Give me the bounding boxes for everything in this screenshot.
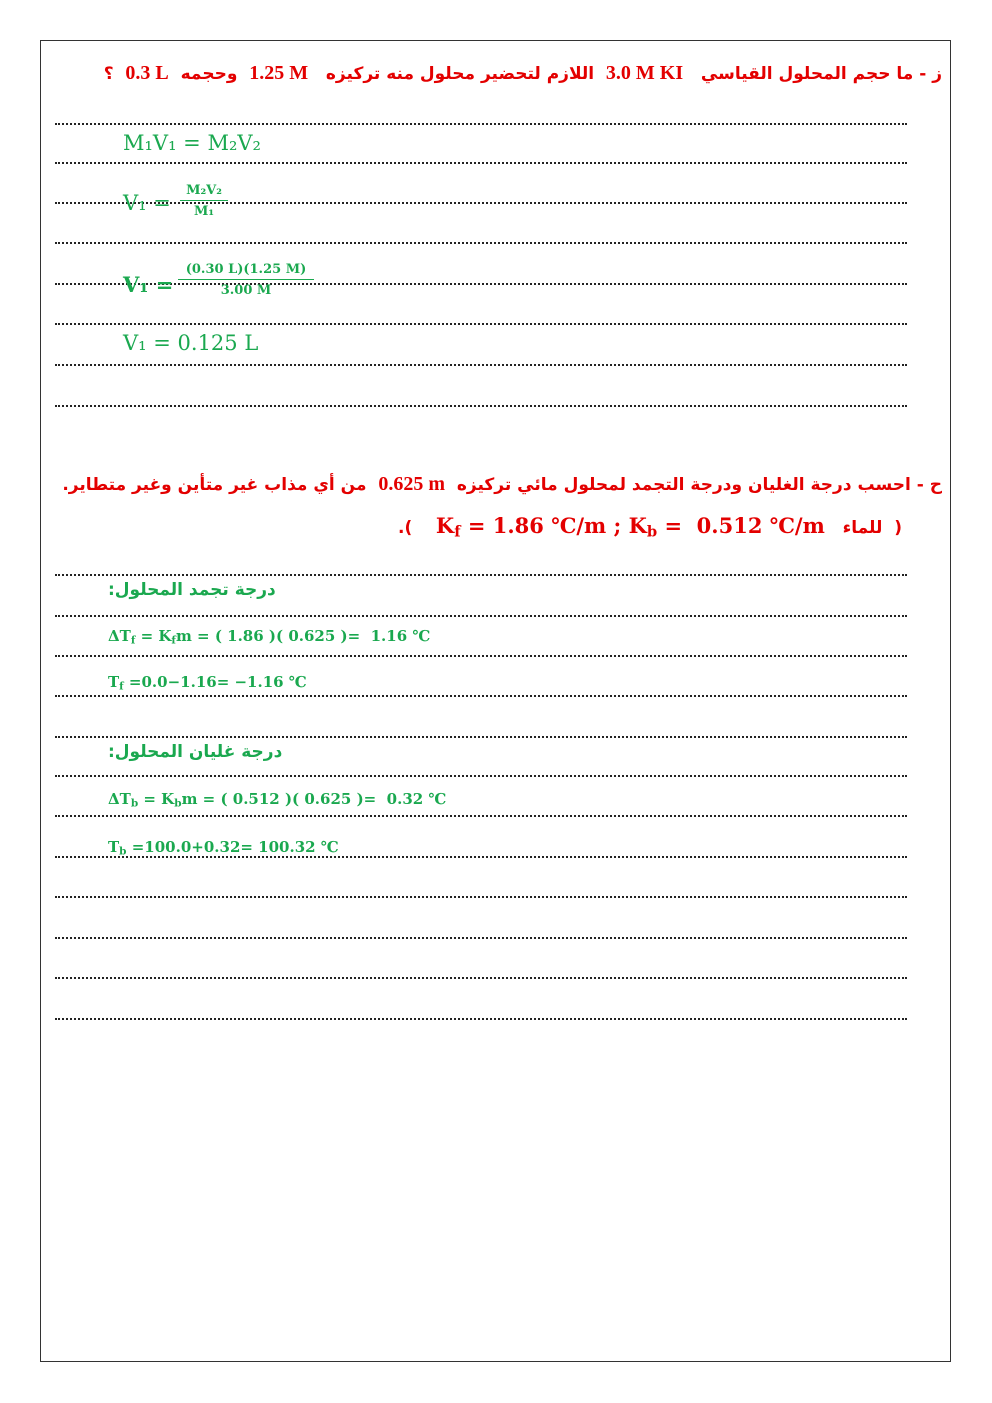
fraction-denominator: M₁ xyxy=(193,204,215,219)
dotted-line xyxy=(55,123,907,125)
answer-z-fraction-1 xyxy=(180,183,228,219)
answer-z-dilution-law: M₁V₁ = M₂V₂ xyxy=(123,131,261,155)
question-h xyxy=(52,473,942,496)
fraction-numerator: (0.30 L)(1.25 M) xyxy=(178,262,314,280)
constants-open-paren: ( xyxy=(894,518,902,538)
question-z xyxy=(52,62,942,85)
dotted-line xyxy=(55,162,907,164)
answer-z-v1-substituted-lhs: V₁ = xyxy=(123,272,174,297)
question-z-text-3: وحجمه xyxy=(180,64,238,84)
constants-label: للماء xyxy=(842,518,883,538)
boiling-point-eq: $T_b =100.0+0.32= 100.32$ ℃ xyxy=(108,838,339,858)
freezing-point-eq: $T_f =0.0-1.16= -1.16$ ℃ xyxy=(108,673,307,693)
fraction-denominator: 3.00 M xyxy=(220,283,272,298)
answer-z-fraction-2 xyxy=(178,262,314,298)
dotted-line xyxy=(55,1018,907,1020)
dotted-line xyxy=(55,815,907,817)
dotted-line xyxy=(55,574,907,576)
constants-expression: $K_f = 1.86$ ℃/m ; $K_b = 0.512$ ℃/m xyxy=(435,513,825,541)
dotted-line xyxy=(55,364,907,366)
question-h-molality: 0.625 m xyxy=(378,473,446,495)
question-h-text-2: من أي مذاب غير متأين وغير متطاير. xyxy=(62,475,367,495)
dotted-line xyxy=(55,896,907,898)
question-z-qmark: ؟ xyxy=(103,64,114,84)
question-z-solution: 3.0 M KI xyxy=(605,62,684,84)
dotted-line xyxy=(55,655,907,657)
fraction-numerator: M₂V₂ xyxy=(180,183,228,201)
question-z-volume: 0.3 L xyxy=(125,62,169,84)
question-z-text-1: ما حجم المحلول القياسي xyxy=(700,64,914,84)
dotted-line xyxy=(55,736,907,738)
dotted-line xyxy=(55,615,907,617)
dotted-line xyxy=(55,405,907,407)
question-h-constants xyxy=(302,513,902,541)
dotted-line xyxy=(55,937,907,939)
answer-z-v1-lhs: V₁ = xyxy=(123,191,171,215)
question-h-text-1: احسب درجة الغليان ودرجة التجمد لمحلول مائي تركيزه xyxy=(456,475,911,495)
dotted-line xyxy=(55,242,907,244)
question-h-letter: ح - xyxy=(916,475,942,495)
dotted-line xyxy=(55,323,907,325)
boiling-point-elevation-eq: $\Delta T_b = K_bm$ = ( 0.512 )( 0.625 )= 0.32 ℃ xyxy=(108,790,447,810)
dotted-line xyxy=(55,775,907,777)
question-z-letter: ز - xyxy=(919,64,942,84)
question-z-concentration: 1.25 M xyxy=(249,62,309,84)
dotted-line xyxy=(55,977,907,979)
question-z-text-2: اللازم لتحضير محلول منه تركيزه xyxy=(325,64,595,84)
answer-z-result: V₁ = 0.125 L xyxy=(123,331,259,355)
page-border xyxy=(40,40,951,1362)
constants-close-paren: ). xyxy=(398,518,413,538)
dotted-line xyxy=(55,695,907,697)
freezing-point-heading: درجة تجمد المحلول: xyxy=(108,580,276,600)
freezing-point-depression-eq: $\Delta T_f = K_fm$ = ( 1.86 )( 0.625 )= 1.16 ℃ xyxy=(108,627,431,647)
boiling-point-heading: درجة غليان المحلول: xyxy=(108,742,283,762)
